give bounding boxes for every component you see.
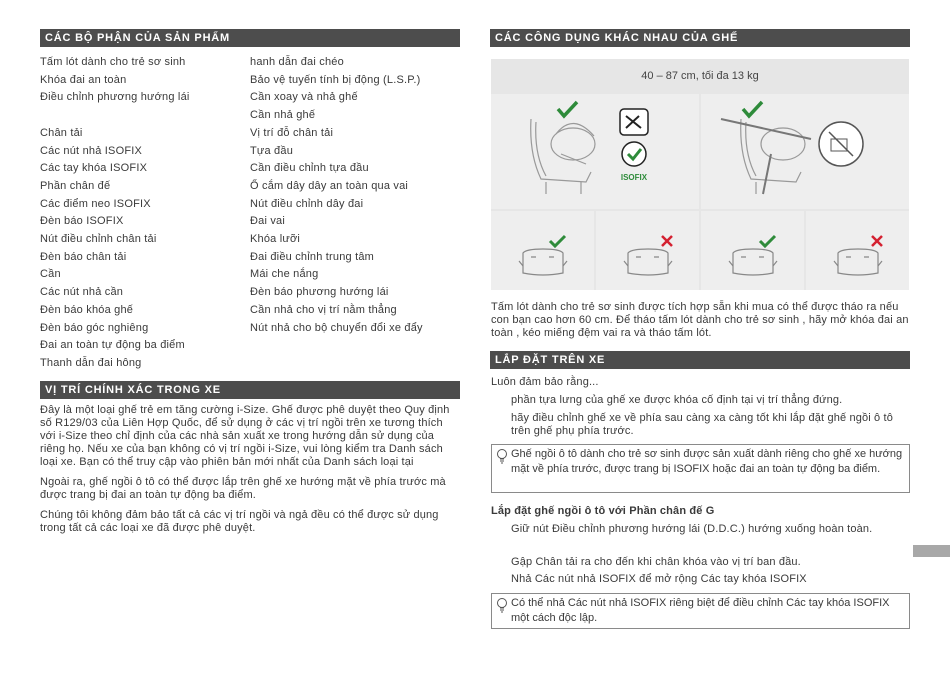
- usage-table: [491, 59, 909, 290]
- car-top-icon: [523, 249, 563, 275]
- check-icon: [743, 102, 762, 116]
- usage-text: Tấm lót dành cho trẻ sơ sinh được tích hợp sẵn khi mua có thể được tháo ra nếu con bạn cao hơn 60 cm. Để tháo tấm lót dành cho trẻ sơ sinh , hãy mở khóa đai an toàn , kéo miếng đệm vai ra và tháo tấm lót.: [491, 301, 909, 339]
- part-item: Thanh dẫn đai hông: [40, 356, 142, 369]
- ensure-intro: Luôn đảm bảo rằng...: [491, 376, 599, 388]
- check-icon: [550, 236, 565, 246]
- part-item: Khóa lưỡi: [250, 233, 301, 246]
- part-item: Đèn báo khóa ghế: [40, 303, 134, 316]
- part-item: Đai điều chỉnh trung tâm: [250, 250, 375, 263]
- part-item: Đèn báo ISOFIX: [40, 215, 124, 228]
- size-spec: 40 – 87 cm, tối đa 13 kg: [641, 70, 759, 82]
- page-edge-tab: [913, 545, 950, 557]
- part-item: Các nút nhả cần: [40, 286, 124, 299]
- isofix-label: ISOFIX: [620, 173, 648, 182]
- cross-icon: [662, 236, 672, 246]
- check-icon: [558, 102, 577, 116]
- cross-icon: [872, 236, 882, 246]
- base-install-title: Lắp đặt ghế ngồi ô tô với Phần chân đế G: [491, 505, 715, 517]
- part-item: Các điểm neo ISOFIX: [40, 197, 151, 210]
- ensure-item: phần tựa lưng của ghế xe được khóa cố định tại vị trí thẳng đứng.: [511, 394, 843, 406]
- part-item: Cần nhả cho vị trí nằm thẳng: [250, 303, 397, 316]
- position-text: [40, 404, 458, 542]
- seat-position-no-1: [596, 211, 699, 290]
- part-item: Đèn báo phương hướng lái: [250, 286, 389, 299]
- position-paragraph: Chúng tôi không đảm bảo tất cả các vị trí ngồi và ngả đều có thể được sử dụng trong tất cả các loại xe đã được phê duyệt.: [40, 509, 439, 534]
- lightbulb-icon: [496, 597, 508, 613]
- position-paragraph: Ngoài ra, ghế ngồi ô tô có thể được lắp trên ghế xe hướng mặt về phía trước mà được trang bị đai an toàn tự động ba điểm.: [40, 476, 446, 501]
- part-item: Cần: [40, 268, 61, 281]
- part-item: Cần nhả ghế: [250, 109, 316, 122]
- part-item: hanh dẫn đai chéo: [250, 56, 344, 68]
- part-item: Nút nhả cho bộ chuyển đổi xe đẩy: [250, 321, 423, 334]
- parts-header: CÁC BỘ PHẬN CỦA SẢN PHẨM: [40, 29, 460, 47]
- part-item: Đai an toàn tự động ba điểm: [40, 339, 185, 352]
- part-item: Mái che nắng: [250, 268, 319, 281]
- usage-cell-belt: [701, 94, 909, 209]
- uses-header: CÁC CÔNG DỤNG KHÁC NHAU CỦA GHẾ: [490, 29, 910, 47]
- install-step: Gập Chân tải ra cho đến khi chân khóa vào vị trí ban đầu.: [511, 556, 801, 568]
- install-step: Nhả Các nút nhả ISOFIX để mở rộng Các tay khóa ISOFIX: [511, 573, 807, 585]
- lightbulb-icon: [496, 448, 508, 464]
- seat-position-ok-2: [701, 211, 804, 290]
- part-item: Chân tải: [40, 126, 83, 139]
- check-icon: [760, 236, 775, 246]
- car-seat-belt-illustration: [701, 94, 909, 209]
- part-item: Đèn báo góc nghiêng: [40, 321, 149, 334]
- part-item: Các tay khóa ISOFIX: [40, 162, 148, 175]
- part-item: Tựa đầu: [250, 144, 294, 157]
- isofix-icon: [622, 142, 646, 166]
- part-item: Nút điều chỉnh dây đai: [250, 197, 364, 210]
- install-header: LẮP ĐẶT TRÊN XE: [490, 351, 910, 369]
- part-item: Vị trí đỗ chân tải: [250, 126, 334, 139]
- note-box-2: [491, 593, 910, 629]
- install-step: Giữ nút Điều chỉnh phương hướng lái (D.D.C.) hướng xuống hoàn toàn.: [511, 523, 873, 535]
- part-item: Phần chân đế: [40, 179, 111, 192]
- note-text: Có thể nhả Các nút nhả ISOFIX riêng biệt để điều chỉnh Các tay khóa ISOFIX một cách độc lập.: [511, 597, 890, 624]
- part-item: Đai vai: [250, 215, 286, 228]
- position-header: VỊ TRÍ CHÍNH XÁC TRONG XE: [40, 381, 460, 399]
- part-item: Đèn báo chân tải: [40, 250, 127, 263]
- part-item: Tấm lót dành cho trẻ sơ sinh: [40, 56, 186, 68]
- car-top-icon: [838, 249, 878, 275]
- seat-position-ok-1: [491, 211, 594, 290]
- usage-cell-isofix: [491, 94, 699, 209]
- parts-list-col2: [250, 54, 423, 337]
- position-paragraph: Đây là một loại ghế trẻ em tăng cường i-Size. Ghế được phê duyệt theo Quy định số R129/03 của Liên Hợp Quốc, để sử dụng ở các vị trí ngồi trên xe tương thích với i-Size theo chỉ định của các nhà sản xuất xe trong hướng dẫn sử dụng của riêng họ. Nếu xe của bạn không có vị trí ngồi i-Size, vui lòng kiểm tra Danh sách loại xe. Bạn có thể truy cập vào phiên bản mới nhất của Danh sách loại tại: [40, 404, 450, 468]
- part-item: Các nút nhả ISOFIX: [40, 144, 143, 157]
- part-item-blank: [40, 107, 190, 125]
- car-top-icon: [733, 249, 773, 275]
- part-item: Khóa đai an toàn: [40, 73, 127, 86]
- seat-position-no-2: [806, 211, 909, 290]
- part-item: Cần xoay và nhả ghế: [250, 91, 358, 104]
- note-box-1: [491, 444, 910, 493]
- part-item: Điều chỉnh phương hướng lái: [40, 91, 190, 104]
- car-top-icon: [628, 249, 668, 275]
- ensure-item: hãy điều chỉnh ghế xe về phía sau càng xa càng tốt khi lắp đặt ghế ngồi ô tô trên ghế phụ phía trước.: [511, 412, 893, 437]
- part-item: Cần điều chỉnh tựa đầu: [250, 162, 369, 175]
- car-seat-isofix-illustration: [491, 94, 699, 209]
- part-item: Ổ cắm dây dây an toàn qua vai: [250, 179, 409, 192]
- note-text: Ghế ngồi ô tô dành cho trẻ sơ sinh được sản xuất dành riêng cho ghế xe hướng mặt về phía trước, được trang bị ISOFIX hoặc đai an toàn tự động ba điểm.: [511, 448, 903, 475]
- parts-list-col1: [40, 54, 190, 373]
- part-item: Nút điều chỉnh chân tải: [40, 233, 157, 246]
- part-item: Bảo vệ tuyến tính bị động (L.S.P.): [250, 73, 421, 86]
